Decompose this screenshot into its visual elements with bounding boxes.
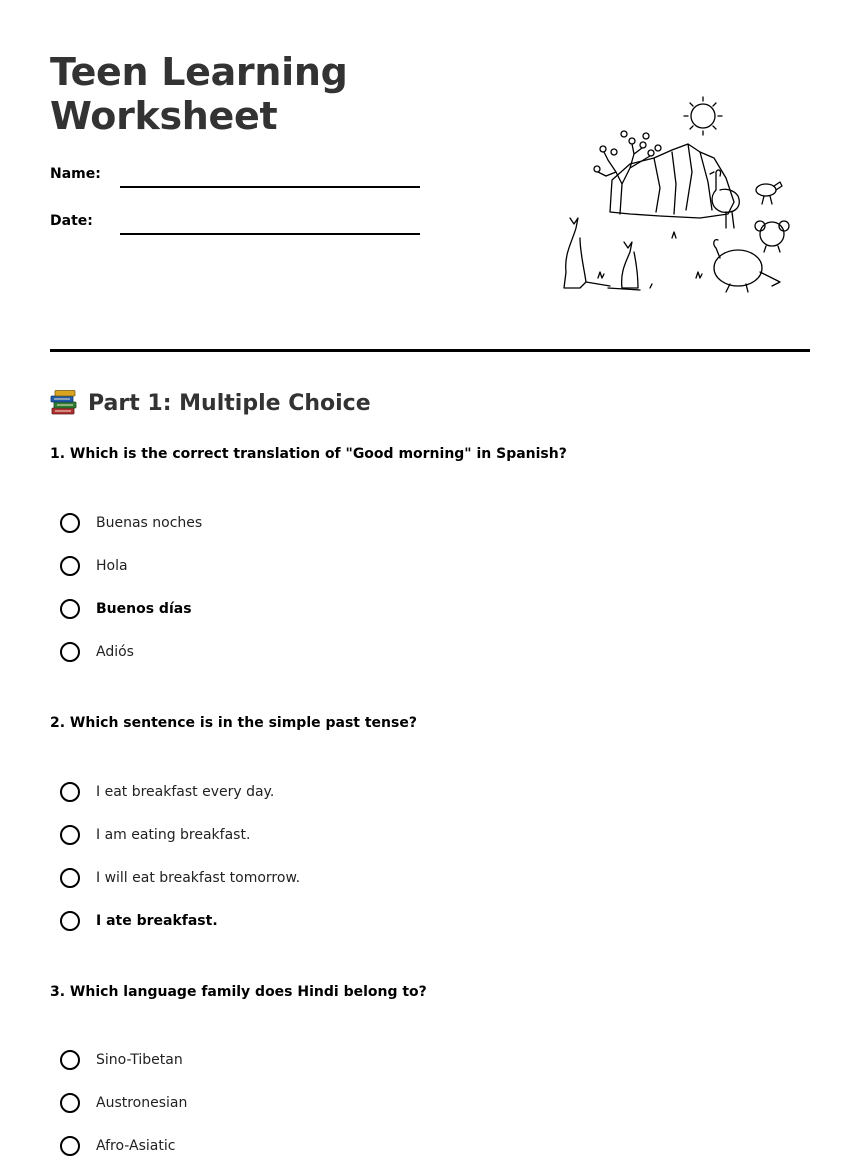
q3-option-2[interactable] [60, 1090, 187, 1116]
q3-option-1[interactable] [60, 1047, 183, 1073]
bird-icon [756, 182, 782, 204]
date-label: Date: [50, 213, 93, 229]
option-label: Sino-Tibetan [96, 1052, 183, 1068]
q2-option-4[interactable] [60, 908, 218, 934]
name-label: Name: [50, 166, 101, 182]
q2-option-2[interactable] [60, 822, 250, 848]
q2-option-3[interactable] [60, 865, 300, 891]
part1-title: Part 1: Multiple Choice [88, 390, 371, 416]
name-field[interactable] [120, 186, 420, 188]
radio-button[interactable] [60, 1050, 80, 1070]
option-label: I ate breakfast. [96, 913, 218, 929]
option-label: Afro-Asiatic [96, 1138, 176, 1154]
option-label: Austronesian [96, 1095, 188, 1111]
australian-animals-illustration [550, 92, 790, 297]
option-label: Buenos días [96, 601, 192, 617]
q1-option-3[interactable] [60, 596, 192, 622]
q2-option-1[interactable] [60, 779, 274, 805]
emu-icon [710, 170, 739, 228]
radio-button[interactable] [60, 911, 80, 931]
radio-button[interactable] [60, 642, 80, 662]
tree-icon [594, 131, 661, 214]
option-label: Adiós [96, 644, 134, 660]
option-label: I eat breakfast every day. [96, 784, 275, 800]
option-label: I will eat breakfast tomorrow. [96, 870, 301, 886]
radio-button[interactable] [60, 782, 80, 802]
q3-option-3[interactable] [60, 1133, 175, 1159]
date-field[interactable] [120, 233, 420, 235]
question-2: 2. Which sentence is in the simple past tense? [50, 715, 417, 731]
worksheet-title [50, 50, 348, 138]
radio-button[interactable] [60, 868, 80, 888]
question-3: 3. Which language family does Hindi belong to? [50, 984, 427, 1000]
books-icon [50, 390, 78, 416]
radio-button[interactable] [60, 599, 80, 619]
kangaroo-icon [564, 218, 640, 290]
title-line-2: Worksheet [50, 94, 278, 138]
radio-button[interactable] [60, 1093, 80, 1113]
radio-button[interactable] [60, 1136, 80, 1156]
cassowary-icon [714, 240, 780, 292]
radio-button[interactable] [60, 513, 80, 533]
grass-icon [598, 232, 702, 288]
koala-icon [755, 221, 789, 252]
radio-button[interactable] [60, 825, 80, 845]
option-label: I am eating breakfast. [96, 827, 251, 843]
title-line-1: Teen Learning [50, 50, 348, 94]
q1-option-4[interactable] [60, 639, 134, 665]
option-label: Buenas noches [96, 515, 203, 531]
q1-option-2[interactable] [60, 553, 128, 579]
question-1: 1. Which is the correct translation of "Good morning" in Spanish? [50, 446, 567, 462]
sun-icon [684, 97, 722, 135]
q1-option-1[interactable] [60, 510, 202, 536]
part1-heading [50, 388, 371, 418]
radio-button[interactable] [60, 556, 80, 576]
section-divider [50, 349, 810, 352]
option-label: Hola [96, 558, 128, 574]
